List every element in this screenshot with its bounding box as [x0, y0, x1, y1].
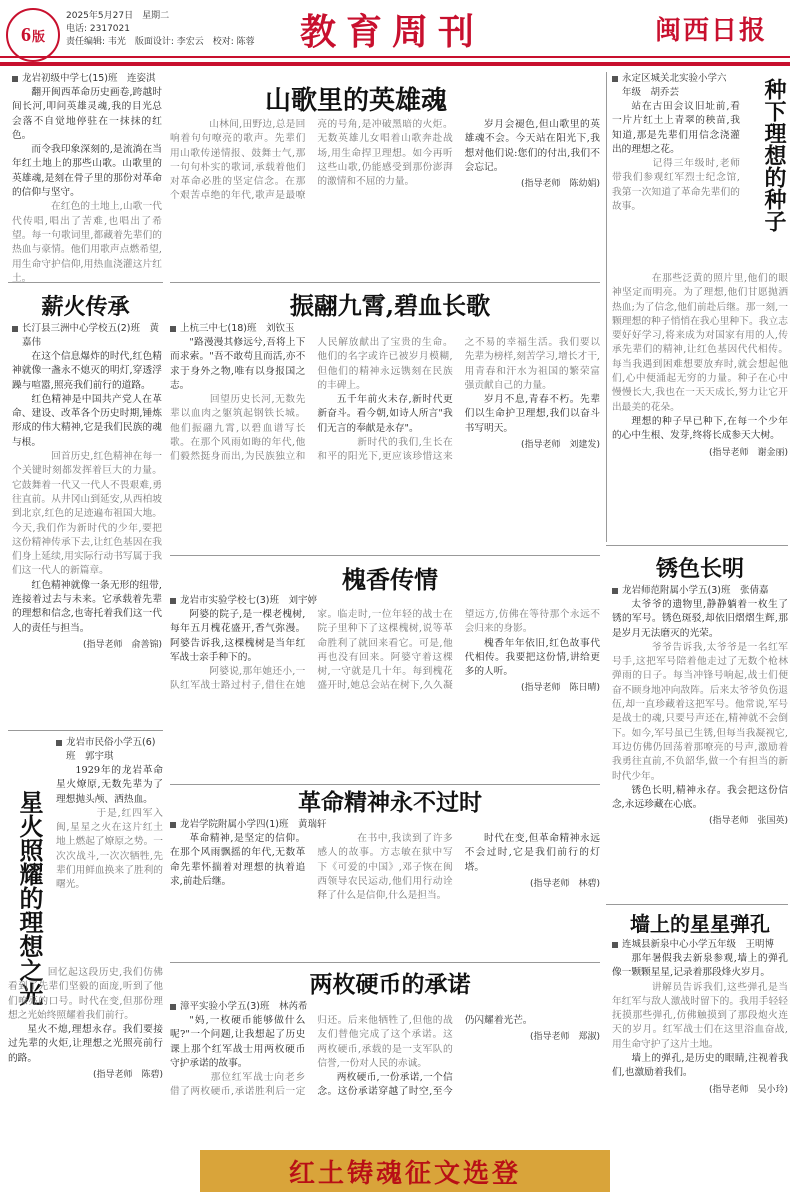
section-rule — [606, 545, 788, 546]
page-suffix: 版 — [31, 29, 45, 45]
article-body-shange-cont — [170, 118, 600, 204]
signature: (指导老师 刘建发) — [520, 440, 600, 451]
body-filler: 在书中,我读到了许多感人的故事。方志敏在狱中写下《可爱的中国》,邓子恢在闽西领导农民运动,他们用行动诠释了什么是信仰,什么是担当。 — [317, 833, 453, 902]
article-xiuse — [612, 584, 788, 900]
paragraph: 站在古田会议旧址前,看一片片红土上青翠的秧苗,我知道,那是先辈们用信念浇灌出的理想之花。 — [612, 101, 740, 155]
paragraph: 两枚硬币,一份承诺,一个信念。这份承诺穿越了时空,至今仍闪耀着光芒。 — [317, 1015, 533, 1098]
article-qiangshang — [612, 938, 788, 1196]
masthead — [0, 0, 790, 66]
headline-xiuse: 锈色长明 — [655, 556, 744, 582]
article-body-zhongxia — [612, 100, 740, 214]
article-body-zhongxia-2 — [612, 272, 788, 460]
headline-shange: 山歌里的英雄魂 — [264, 86, 447, 116]
article-body-zhenhan — [170, 336, 600, 465]
article-geming — [170, 818, 600, 958]
body-filler: 那位红军战士向老乡借了两枚硬币,承诺胜利后一定归还。后来他牺牲了,但他的战友们替他完成了这个承诺。这两枚硬币,承载的是一支军队的信誉,一份对人民的赤诚。 — [170, 1015, 453, 1098]
headline-huaixiang: 槐香传情 — [342, 565, 438, 594]
article-body-xinhuo — [12, 350, 162, 652]
issue-date: 2025年5月27日 星期二 — [66, 11, 170, 21]
body-filler: 山林间,田野边,总是回响着句句嘹亮的歌声。先辈们用山歌传递情报、鼓舞士气,那一句句朴实的歌词,承载着他们对革命必胜的坚定信念。在那个艰苦卓绝的年代,歌声是最嘹亮的号角,是冲破黑暗的火炬。无数英雄儿女唱着山歌奔赴战场,用生命捍卫理想。如今再听这些山歌,仍能感受到那份澎湃的激情和不屈的力量。 — [170, 119, 453, 202]
body-filler: 回忆起这段历史,我们仿佛看到了先辈们坚毅的面庞,听到了他们嘹亮的口号。时代在变,但那份理想之光始终照耀着我们前行。 — [8, 967, 163, 1021]
masthead-stripe — [0, 56, 790, 58]
article-body-xinghuo-2 — [8, 966, 163, 1082]
issue-meta — [66, 10, 255, 49]
signature: (指导老师 林碧) — [529, 878, 600, 889]
article-liangmei — [170, 1000, 600, 1146]
byline-huaixiang: 龙岩市实验学校七(3)班 刘宇婷 — [170, 594, 600, 608]
article-body-xiuse — [612, 598, 788, 829]
headline-geming: 革命精神永不过时 — [298, 789, 482, 816]
paragraph: 岁月不息,青春不朽。先辈们以生命护卫理想,我们以奋斗书写明天。 — [464, 394, 600, 434]
article-body-geming — [170, 832, 600, 903]
signature: (指导老师 陈幼娟) — [520, 179, 600, 190]
paragraph: 理想的种子早已种下,在每一个少年的心中生根、发芽,终将长成参天大树。 — [612, 415, 788, 442]
paragraph: 五千年前火未存,新时代更新奋斗。看今朝,如诗人所言"我们无言的奉献是永存"。 — [317, 394, 453, 434]
section-rule — [8, 730, 163, 731]
paragraph: 时代在变,但革命精神永远不会过时,它是我们前行的灯塔。 — [464, 833, 600, 873]
paragraph: 而令我印象深刻的,是流淌在当年红土地上的那些山歌。山歌里的英雄魂,是刻在骨子里的那份对革命的信仰与坚守。 — [12, 144, 162, 199]
article-zhenhan — [170, 322, 600, 552]
section-rule — [170, 282, 600, 283]
signature: (指导老师 郑淑) — [529, 1032, 600, 1043]
headline-xinghuo: 星火照耀的理想之光 — [15, 790, 44, 1006]
issue-editors: 责任编辑: 韦光 版面设计: 李宏云 校对: 陈蓉 — [66, 37, 255, 47]
body-filler: 于是,红四军入闽,星星之火在这片红土地上燃起了燎原之势。一次次战斗,一次次牺牲,先辈们用鲜血换来了胜利的曙光。 — [56, 807, 163, 891]
paragraph: 那年暑假我去新泉参观,墙上的弹孔像一颗颗星星,记录着那段烽火岁月。 — [612, 953, 788, 979]
body-filler: 回望历史长河,无数先辈以血肉之躯筑起钢铁长城。他们振翮九霄,以碧血谱写长歌。在那个风雨如晦的年代,他们毅然挺身而出,为民族独立和人民解放献出了宝贵的生命。他们的名字或许已被岁月模糊,但他们的精神永远镌刻在民族的丰碑上。 — [170, 337, 453, 463]
paragraph: 革命精神,是坚定的信仰。在那个风雨飘摇的年代,无数革命先辈怀揣着对理想的执着追求,前赴后继。 — [170, 833, 306, 887]
byline-xiuse: 龙岩师范附属小学五(3)班 张倩嘉 — [612, 584, 788, 598]
article-body-qiangshang — [612, 952, 788, 1097]
byline-xinhuo: 长汀县三洲中心学校五(2)班 黄嘉伟 — [12, 322, 162, 350]
paragraph: 锈色长明,精神永存。我会把这份信念,永远珍藏在心底。 — [612, 784, 788, 811]
masthead-bar — [0, 62, 790, 66]
section-rule — [170, 555, 600, 556]
section-title: 教育周刊 — [300, 11, 485, 53]
article-huaixiang — [170, 594, 600, 780]
body-filler: 新时代的我们,生长在和平的阳光下,更应该珍惜这来之不易的幸福生活。我们要以先辈为榜样,刻苦学习,增长才干,用青春和汗水为祖国的繁荣富强贡献自己的力量。 — [317, 337, 600, 463]
byline-qiangshang: 连城县新泉中心小学五年级 王明博 — [612, 938, 788, 952]
article-body-liangmei — [170, 1014, 600, 1100]
body-filler: 爷爷告诉我,太爷爷是一名红军号手,这把军号陪着他走过了无数个枪林弹雨的日子。每当冲锋号响起,战士们便奋不顾身地冲向敌阵。后来太爷爷负伤退伍,却一直珍藏着这把军号。他常说,军号是战士的魂,只要号声还在,精神就不会倒下。如今,军号虽已生锈,但每当我凝视它,耳边仿佛仍回荡着那嘹亮的号声,激励着我勇往直前,不负韶华,做一个有担当的新时代少年。 — [612, 641, 788, 782]
body-filler: 在那些泛黄的照片里,他们的眼神坚定而明亮。为了理想,他们甘愿抛洒热血;为了信念,他们前赴后继。那一刻,一颗理想的种子悄悄在我心里种下。我立志要好好学习,将来成为对国家有用的人,传承先辈们的精神,让红色基因代代相传。每当我遇到困难想要放弃时,就会想起他们,心中便涌起无穷的力量。种子在心中慢慢长大,我也在一天天成长,努力让它开出最美的花朵。 — [612, 273, 788, 413]
byline-shange: 龙岩初级中学七(15)班 连姿淇 — [12, 72, 162, 86]
body-filler: 在红色的土地上,山歌一代代传唱,唱出了苦难,也唱出了希望。每一句歌词里,都藏着先辈们的热血与豪情。他们用歌声点燃希望,用生命守护信仰,用热血浇灌这片红土。 — [12, 201, 162, 282]
paragraph: "路漫漫其修远兮,吾将上下而求索。"吾不敢苟且而活,亦不求于身外之物,唯有以身报国之志。 — [170, 337, 306, 391]
signature: (指导老师 俞善锦) — [82, 639, 162, 650]
article-shange-cont — [170, 118, 600, 278]
byline-zhenhan: 上杭三中七(18)班 刘钦玉 — [170, 322, 600, 336]
newspaper-logo: 闽西日报 — [655, 16, 768, 46]
article-zhongxia — [612, 72, 788, 542]
headline-qiangshang: 墙上的星星弹孔 — [630, 912, 770, 936]
byline-liangmei: 漳平实验小学五(3)班 林芮希 — [170, 1000, 600, 1014]
headline-zhenhan: 振翮九霄,碧血长歌 — [289, 291, 491, 320]
paragraph: 墙上的弹孔,是历史的眼睛,注视着我们,也激励着我们。 — [612, 1053, 788, 1079]
byline-geming: 龙岩学院附属小学四(1)班 黄瑞轩 — [170, 818, 600, 832]
headline-liangmei: 两枚硬币的承诺 — [309, 971, 471, 998]
signature: (指导老师 张国英) — [708, 816, 788, 827]
paragraph: 红色精神就像一条无形的纽带,连接着过去与未来。它承载着先辈的理想和信念,也寄托着我们这一代人的责任与担当。 — [12, 579, 162, 634]
signature: (指导老师 吴小玲) — [708, 1084, 788, 1095]
byline-xinghuo: 龙岩市民俗小学五(6)班 郭宇琪 — [56, 736, 163, 764]
paragraph: "妈,一枚硬币能够做什么呢?"一个问题,让我想起了历史课上那个红军战士用两枚硬币守护承诺的故事。 — [170, 1015, 306, 1069]
paragraph: 太爷爷的遗物里,静静躺着一枚生了锈的军号。锈色斑驳,却依旧熠熠生辉,那是岁月无法磨灭的光荣。 — [612, 599, 788, 639]
body-filler: 阿婆说,那年她还小,一队红军战士路过村子,借住在她家。临走时,一位年轻的战士在院子里种下了这棵槐树,说等革命胜利了就回来看它。可是,他再也没有回来。阿婆守着这棵树,一守就是几十年。每到槐花盛开时,她总会站在树下,久久凝望远方,仿佛在等待那个永远不会归来的身影。 — [170, 609, 600, 692]
section-rule — [8, 282, 163, 283]
body-filler: 回首历史,红色精神在每一个关键时刻都发挥着巨大的力量。它鼓舞着一代又一代人不畏艰难,勇往直前。从井冈山到延安,从西柏坡到北京,红色的足迹遍布祖国大地。今天,我们作为新时代的少年,要把这份精神传承下去,让红色基因在我们身上延续,用实际行动书写属于我们这一代人的新篇章。 — [12, 451, 162, 577]
paragraph: 1929年的龙岩革命星火燎原,无数先辈为了理想抛头颅、洒热血。 — [56, 765, 163, 805]
section-rule — [606, 904, 788, 905]
column-rule — [606, 72, 607, 542]
body-filler: 讲解员告诉我们,这些弹孔是当年红军与敌人激战时留下的。我用手轻轻抚摸那些弹孔,仿佛触摸到了那段炮火连天的岁月。红军战士们在这里浴血奋战,用生命守护了这片土地。 — [612, 981, 788, 1050]
signature: (指导老师 陈碧) — [92, 1070, 163, 1081]
issue-phone: 电话: 2317021 — [66, 24, 130, 34]
page-number-badge — [6, 8, 60, 62]
headline-zhongxia: 种下理想的种子 — [761, 78, 787, 232]
article-body-shange — [12, 86, 162, 282]
paragraph: 槐香年年依旧,红色故事代代相传。我要把这份情,讲给更多的人听。 — [464, 637, 600, 678]
paragraph: 岁月会褪色,但山歌里的英雄魂不会。今天站在阳光下,我想对他们说:您们的付出,我们不会忘记。 — [464, 119, 600, 173]
article-shange — [12, 72, 162, 282]
headline-xinhuo: 薪火传承 — [41, 294, 130, 320]
section-rule — [170, 962, 600, 963]
paragraph: 阿婆的院子,是一棵老槐树,每年五月槐花盛开,香气弥漫。阿婆告诉我,这棵槐树是当年红军战士亲手种下的。 — [170, 609, 306, 663]
signature: (指导老师 陈日晴) — [520, 683, 600, 694]
body-filler: 记得三年级时,老师带我们参观红军烈士纪念馆,我第一次知道了革命先辈们的故事。 — [612, 158, 740, 213]
paragraph: 星火不熄,理想永存。我们要接过先辈的火炬,让理想之光照亮前行的路。 — [8, 1024, 163, 1064]
article-body-xinghuo — [56, 764, 163, 893]
paragraph: 红色精神是中国共产党人在革命、建设、改革各个历史时期,锤炼形成的伟大精神,它是我们民族的魂与根。 — [12, 393, 162, 448]
article-xinghuo — [8, 736, 163, 1142]
article-body-huaixiang — [170, 608, 600, 696]
paragraph: 在这个信息爆炸的时代,红色精神就像一盏永不熄灭的明灯,穿透浮躁与喧嚣,照亮我们前行的道路。 — [12, 351, 162, 391]
article-xinhuo — [12, 322, 162, 724]
page-number: 6 — [20, 23, 31, 46]
byline-zhongxia: 永定区城关北实验小学六年级 胡乔芸 — [612, 72, 732, 100]
bottom-banner: 红土铸魂征文选登 — [200, 1150, 610, 1192]
paragraph: 翻开闽西革命历史画卷,跨越时间长河,叩问英雄灵魂,我的目光总会落不自觉地停驻在一抹抹的红色。 — [12, 87, 162, 141]
signature: (指导老师 谢金丽) — [708, 447, 788, 458]
